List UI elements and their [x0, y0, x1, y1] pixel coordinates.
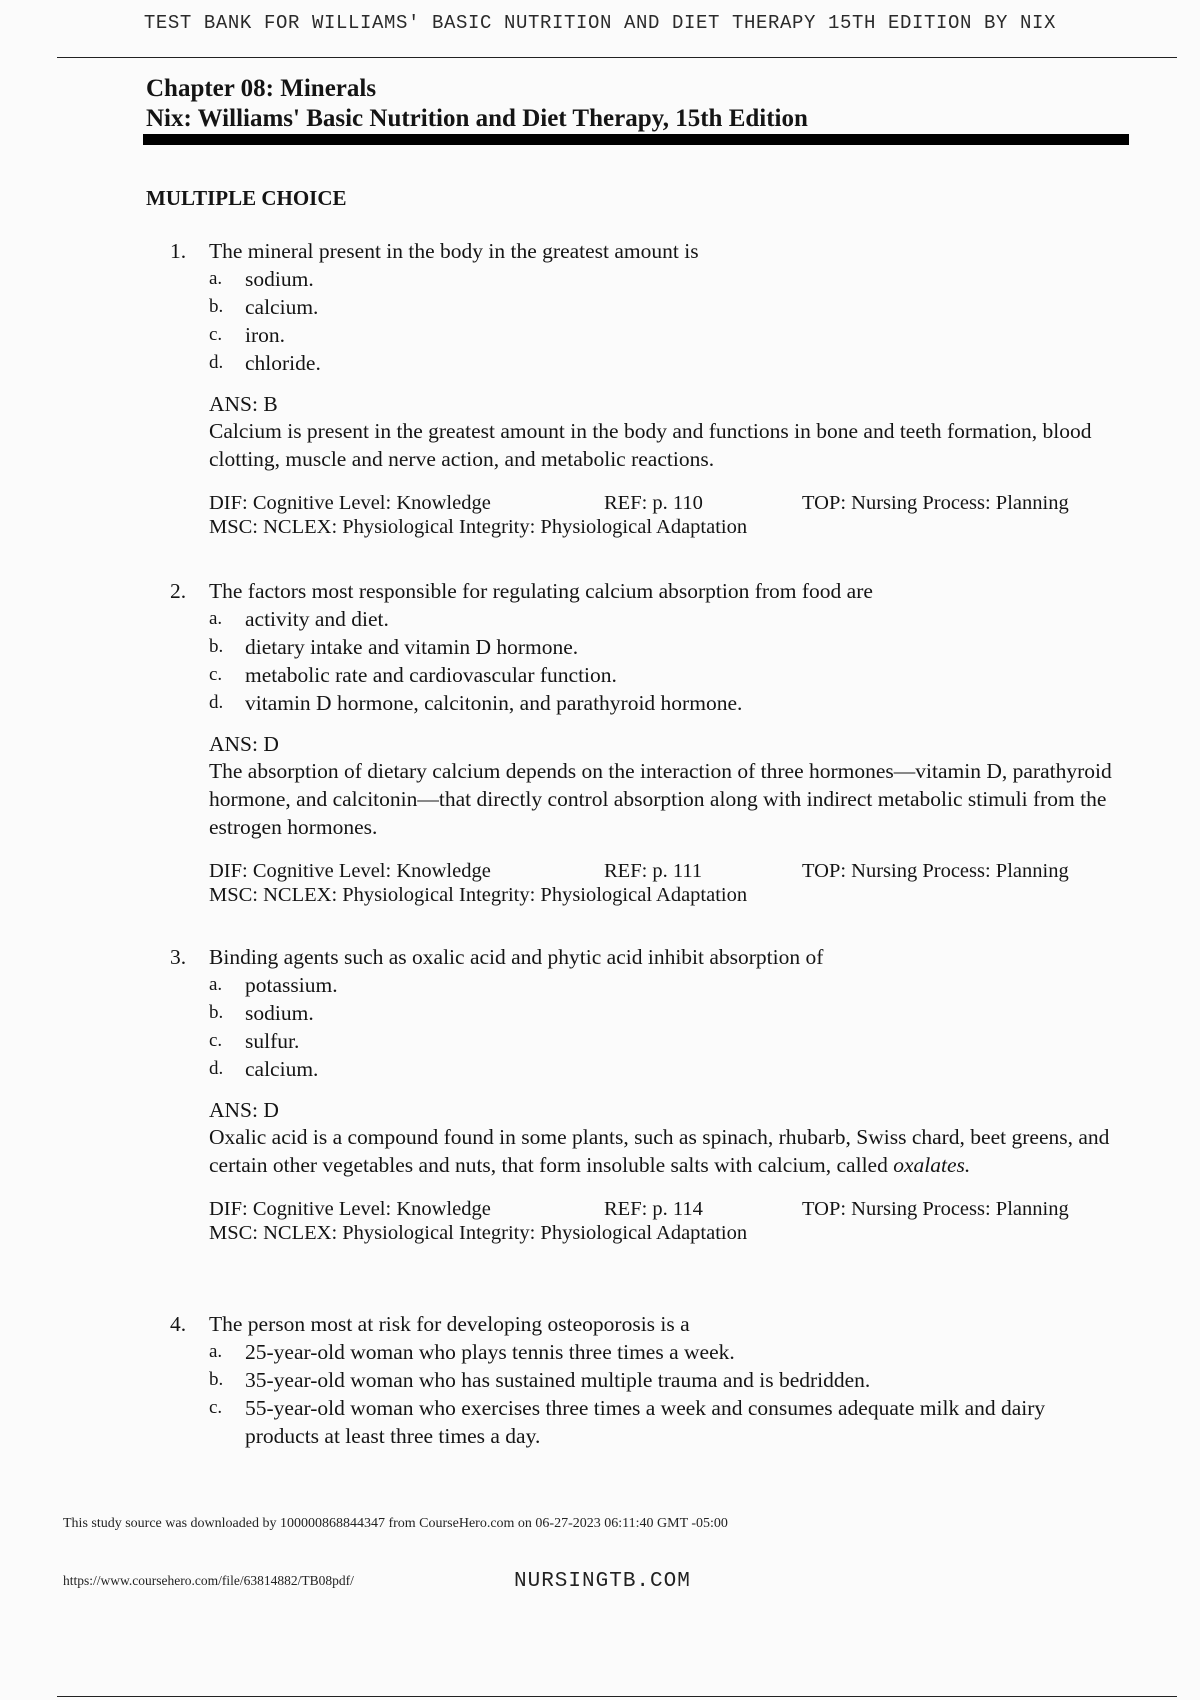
chapter-title: Chapter 08: Minerals	[146, 75, 377, 102]
difficulty: DIF: Cognitive Level: Knowledge	[209, 1198, 491, 1220]
answer-block	[209, 731, 1120, 907]
option-a: a. activity and diet.	[209, 607, 389, 631]
difficulty: DIF: Cognitive Level: Knowledge	[209, 860, 491, 882]
question-number: 4.	[170, 1312, 187, 1336]
option-d: d. calcium.	[209, 1057, 319, 1081]
question-1	[170, 238, 1120, 539]
option-b: b. dietary intake and vitamin D hormone.	[209, 635, 579, 659]
option-c: c. sulfur.	[209, 1029, 300, 1053]
answer-rationale: The absorption of dietary calcium depends on the interaction of three hormones—vitamin D, parathyroid hormone, and calcitonin—that directly control absorption along with indirect metabolic stimuli from the estrogen hormones.	[209, 759, 1112, 839]
option-a: a. sodium.	[209, 267, 314, 291]
source-url-link[interactable]: https://www.coursehero.com/file/63814882/TB08pdf/	[63, 1573, 354, 1588]
question-metadata	[209, 491, 1120, 539]
option-b: b. sodium.	[209, 1001, 314, 1025]
answer-rationale: Oxalic acid is a compound found in some plants, such as spinach, rhubarb, Swiss chard, beet greens, and certain other vegetables and nuts, that form insoluble salts with calcium, called oxalates.	[209, 1125, 1110, 1177]
answer-options	[209, 605, 1120, 717]
section-title: MULTIPLE CHOICE	[146, 186, 347, 210]
emphasized-term: oxalates.	[893, 1153, 971, 1177]
question-stem	[170, 238, 1120, 265]
question-text: The factors most responsible for regulating calcium absorption from food are	[209, 579, 873, 603]
answer-key: ANS: D	[209, 732, 279, 756]
question-stem	[170, 944, 1120, 971]
answer-block	[209, 1097, 1120, 1245]
question-text: Binding agents such as oxalic acid and phytic acid inhibit absorption of	[209, 945, 824, 969]
page-reference: REF: p. 114	[604, 1198, 703, 1220]
question-3	[170, 944, 1120, 1245]
download-notice: This study source was downloaded by 100000868844347 from CourseHero.com on 06-27-2023 06:11:40 GMT -05:00	[63, 1516, 728, 1531]
question-number: 2.	[170, 579, 187, 603]
site-brand: NURSINGTB.COM	[514, 1570, 691, 1593]
page-reference: REF: p. 111	[604, 860, 703, 882]
page-reference: REF: p. 110	[604, 492, 703, 514]
msc-category: MSC: NCLEX: Physiological Integrity: Physiological Adaptation	[209, 516, 748, 538]
topic: TOP: Nursing Process: Planning	[802, 492, 1069, 514]
question-metadata	[209, 859, 1120, 907]
header-banner: TEST BANK FOR WILLIAMS' BASIC NUTRITION AND DIET THERAPY 15TH EDITION BY NIX	[143, 12, 1057, 34]
chapter-rule	[143, 134, 1129, 145]
option-b: b. 35-year-old woman who has sustained multiple trauma and is bedridden.	[209, 1368, 871, 1392]
answer-options	[209, 1338, 1120, 1450]
chapter-subtitle: Nix: Williams' Basic Nutrition and Diet Therapy, 15th Edition	[146, 105, 808, 132]
option-b: b. calcium.	[209, 295, 319, 319]
footer-divider	[57, 1696, 1177, 1697]
option-d: d. chloride.	[209, 351, 321, 375]
answer-options	[209, 265, 1120, 377]
question-4	[170, 1311, 1120, 1450]
option-c: c. 55-year-old woman who exercises three times a week and consumes adequate milk and dairy products at least three times a day.	[209, 1396, 1046, 1448]
option-c: c. metabolic rate and cardiovascular function.	[209, 663, 617, 687]
topic: TOP: Nursing Process: Planning	[802, 860, 1069, 882]
option-a: a. 25-year-old woman who plays tennis three times a week.	[209, 1340, 735, 1364]
answer-block	[209, 391, 1120, 539]
msc-category: MSC: NCLEX: Physiological Integrity: Physiological Adaptation	[209, 884, 748, 906]
answer-key: ANS: B	[209, 392, 278, 416]
answer-rationale: Calcium is present in the greatest amount in the body and functions in bone and teeth formation, blood clotting, muscle and nerve action, and metabolic reactions.	[209, 419, 1092, 471]
question-2	[170, 578, 1120, 907]
difficulty: DIF: Cognitive Level: Knowledge	[209, 492, 491, 514]
question-number: 3.	[170, 945, 187, 969]
chapter-heading	[146, 74, 808, 134]
answer-options	[209, 971, 1120, 1083]
question-metadata	[209, 1197, 1120, 1245]
msc-category: MSC: NCLEX: Physiological Integrity: Physiological Adaptation	[209, 1222, 748, 1244]
option-c: c. iron.	[209, 323, 286, 347]
question-text: The mineral present in the body in the greatest amount is	[209, 239, 699, 263]
question-stem	[170, 578, 1120, 605]
topic: TOP: Nursing Process: Planning	[802, 1198, 1069, 1220]
option-d: d. vitamin D hormone, calcitonin, and parathyroid hormone.	[209, 691, 743, 715]
answer-key: ANS: D	[209, 1098, 279, 1122]
question-stem	[170, 1311, 1120, 1338]
option-a: a. potassium.	[209, 973, 338, 997]
question-number: 1.	[170, 239, 187, 263]
question-text: The person most at risk for developing osteoporosis is a	[209, 1312, 690, 1336]
header-divider	[57, 57, 1177, 58]
